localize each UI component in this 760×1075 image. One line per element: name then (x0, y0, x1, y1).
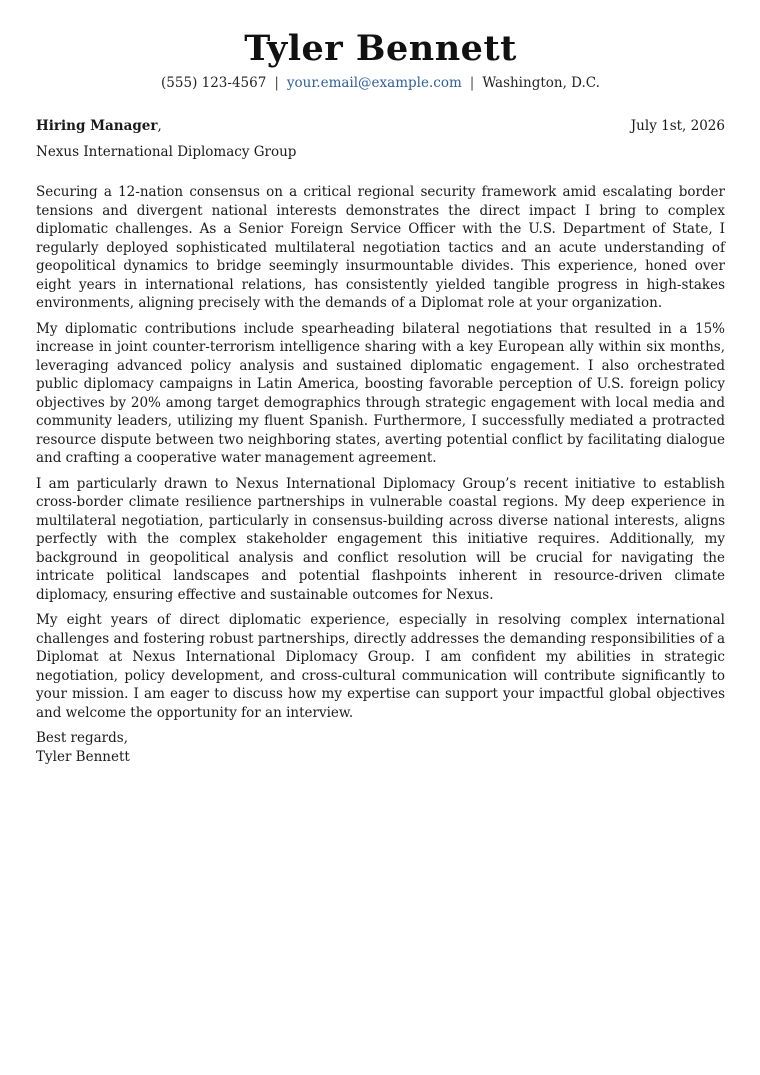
salutation-comma: , (157, 118, 162, 134)
body-paragraph: Securing a 12-nation consensus on a critical regional security framework amid escalating border tensions and divergent national interests demonstrates the direct impact I bring to complex diplomatic challenges. As a Senior Foreign Service Officer with the U.S. Department of State, I regularly deployed sophisticated multilateral negotiation tactics and an acute understanding of geopolitical dynamics to bridge seemingly insurmountable divides. This experience, honed over eight years in international relations, has consistently yielded tangible progress in high-stakes environments, aligning precisely with the demands of a Diplomat role at your organization. (36, 184, 725, 311)
recipient-organization: Nexus International Diplomacy Group (36, 144, 297, 160)
separator: | (469, 75, 475, 91)
phone-number: (555) 123-4567 (161, 75, 267, 91)
recipient-row (36, 117, 725, 135)
body-paragraph: My diplomatic contributions include spearheading bilateral negotiations that resulted in a 15% increase in joint counter-terrorism intelligence sharing with a key European ally within six months, leveraging advanced policy analysis and sustained diplomatic engagement. I also orchestrated public diplomacy campaigns in Latin America, boosting favorable perception of U.S. foreign policy objectives by 20% among target demographics through strategic engagement with local media and community leaders, utilizing my fluent Spanish. Furthermore, I successfully mediated a protracted resource dispute between two neighboring states, averting potential conflict by facilitating dialogue and crafting a cooperative water management agreement. (36, 320, 725, 466)
letter-body (36, 183, 725, 722)
cover-letter-page (36, 0, 725, 766)
separator: | (274, 75, 279, 91)
signature-name: Tyler Bennett (36, 748, 130, 765)
recipient-title: Hiring Manager (36, 118, 158, 134)
body-paragraph: My eight years of direct diplomatic experience, especially in resolving complex international challenges and fostering robust partnerships, directly addresses the demanding responsibilities of a Diplomat at Nexus International Diplomacy Group. I am confident my abilities in strategic negotiation, policy development, and cross-cultural communication will contribute significantly to your mission. I am eager to discuss how my expertise can support your impactful global objectives and welcome the opportunity for an interview. (36, 612, 725, 721)
body-paragraph: I am particularly drawn to Nexus International Diplomacy Group’s recent initiative to establish cross-border climate resilience partnerships in vulnerable coastal regions. My deep experience in multilateral negotiation, particularly in consensus-building across diverse national interests, aligns perfectly with the complex stakeholder engagement this initiative requires. Additionally, my background in geopolitical analysis and conflict resolution will be crucial for navigating the intricate political landscapes and potential flashpoints inherent in resource-driven climate diplomacy, ensuring effective and sustainable outcomes for Nexus. (36, 475, 725, 603)
closing-block (36, 729, 725, 766)
location: Washington, D.C. (482, 75, 600, 91)
letter-date: July 1st, 2026 (630, 118, 725, 134)
salutation (36, 117, 162, 135)
applicant-name: Tyler Bennett (244, 28, 517, 69)
contact-line (36, 74, 725, 92)
email-link[interactable]: your.email@example.com (286, 75, 462, 91)
valediction: Best regards, (36, 730, 129, 746)
